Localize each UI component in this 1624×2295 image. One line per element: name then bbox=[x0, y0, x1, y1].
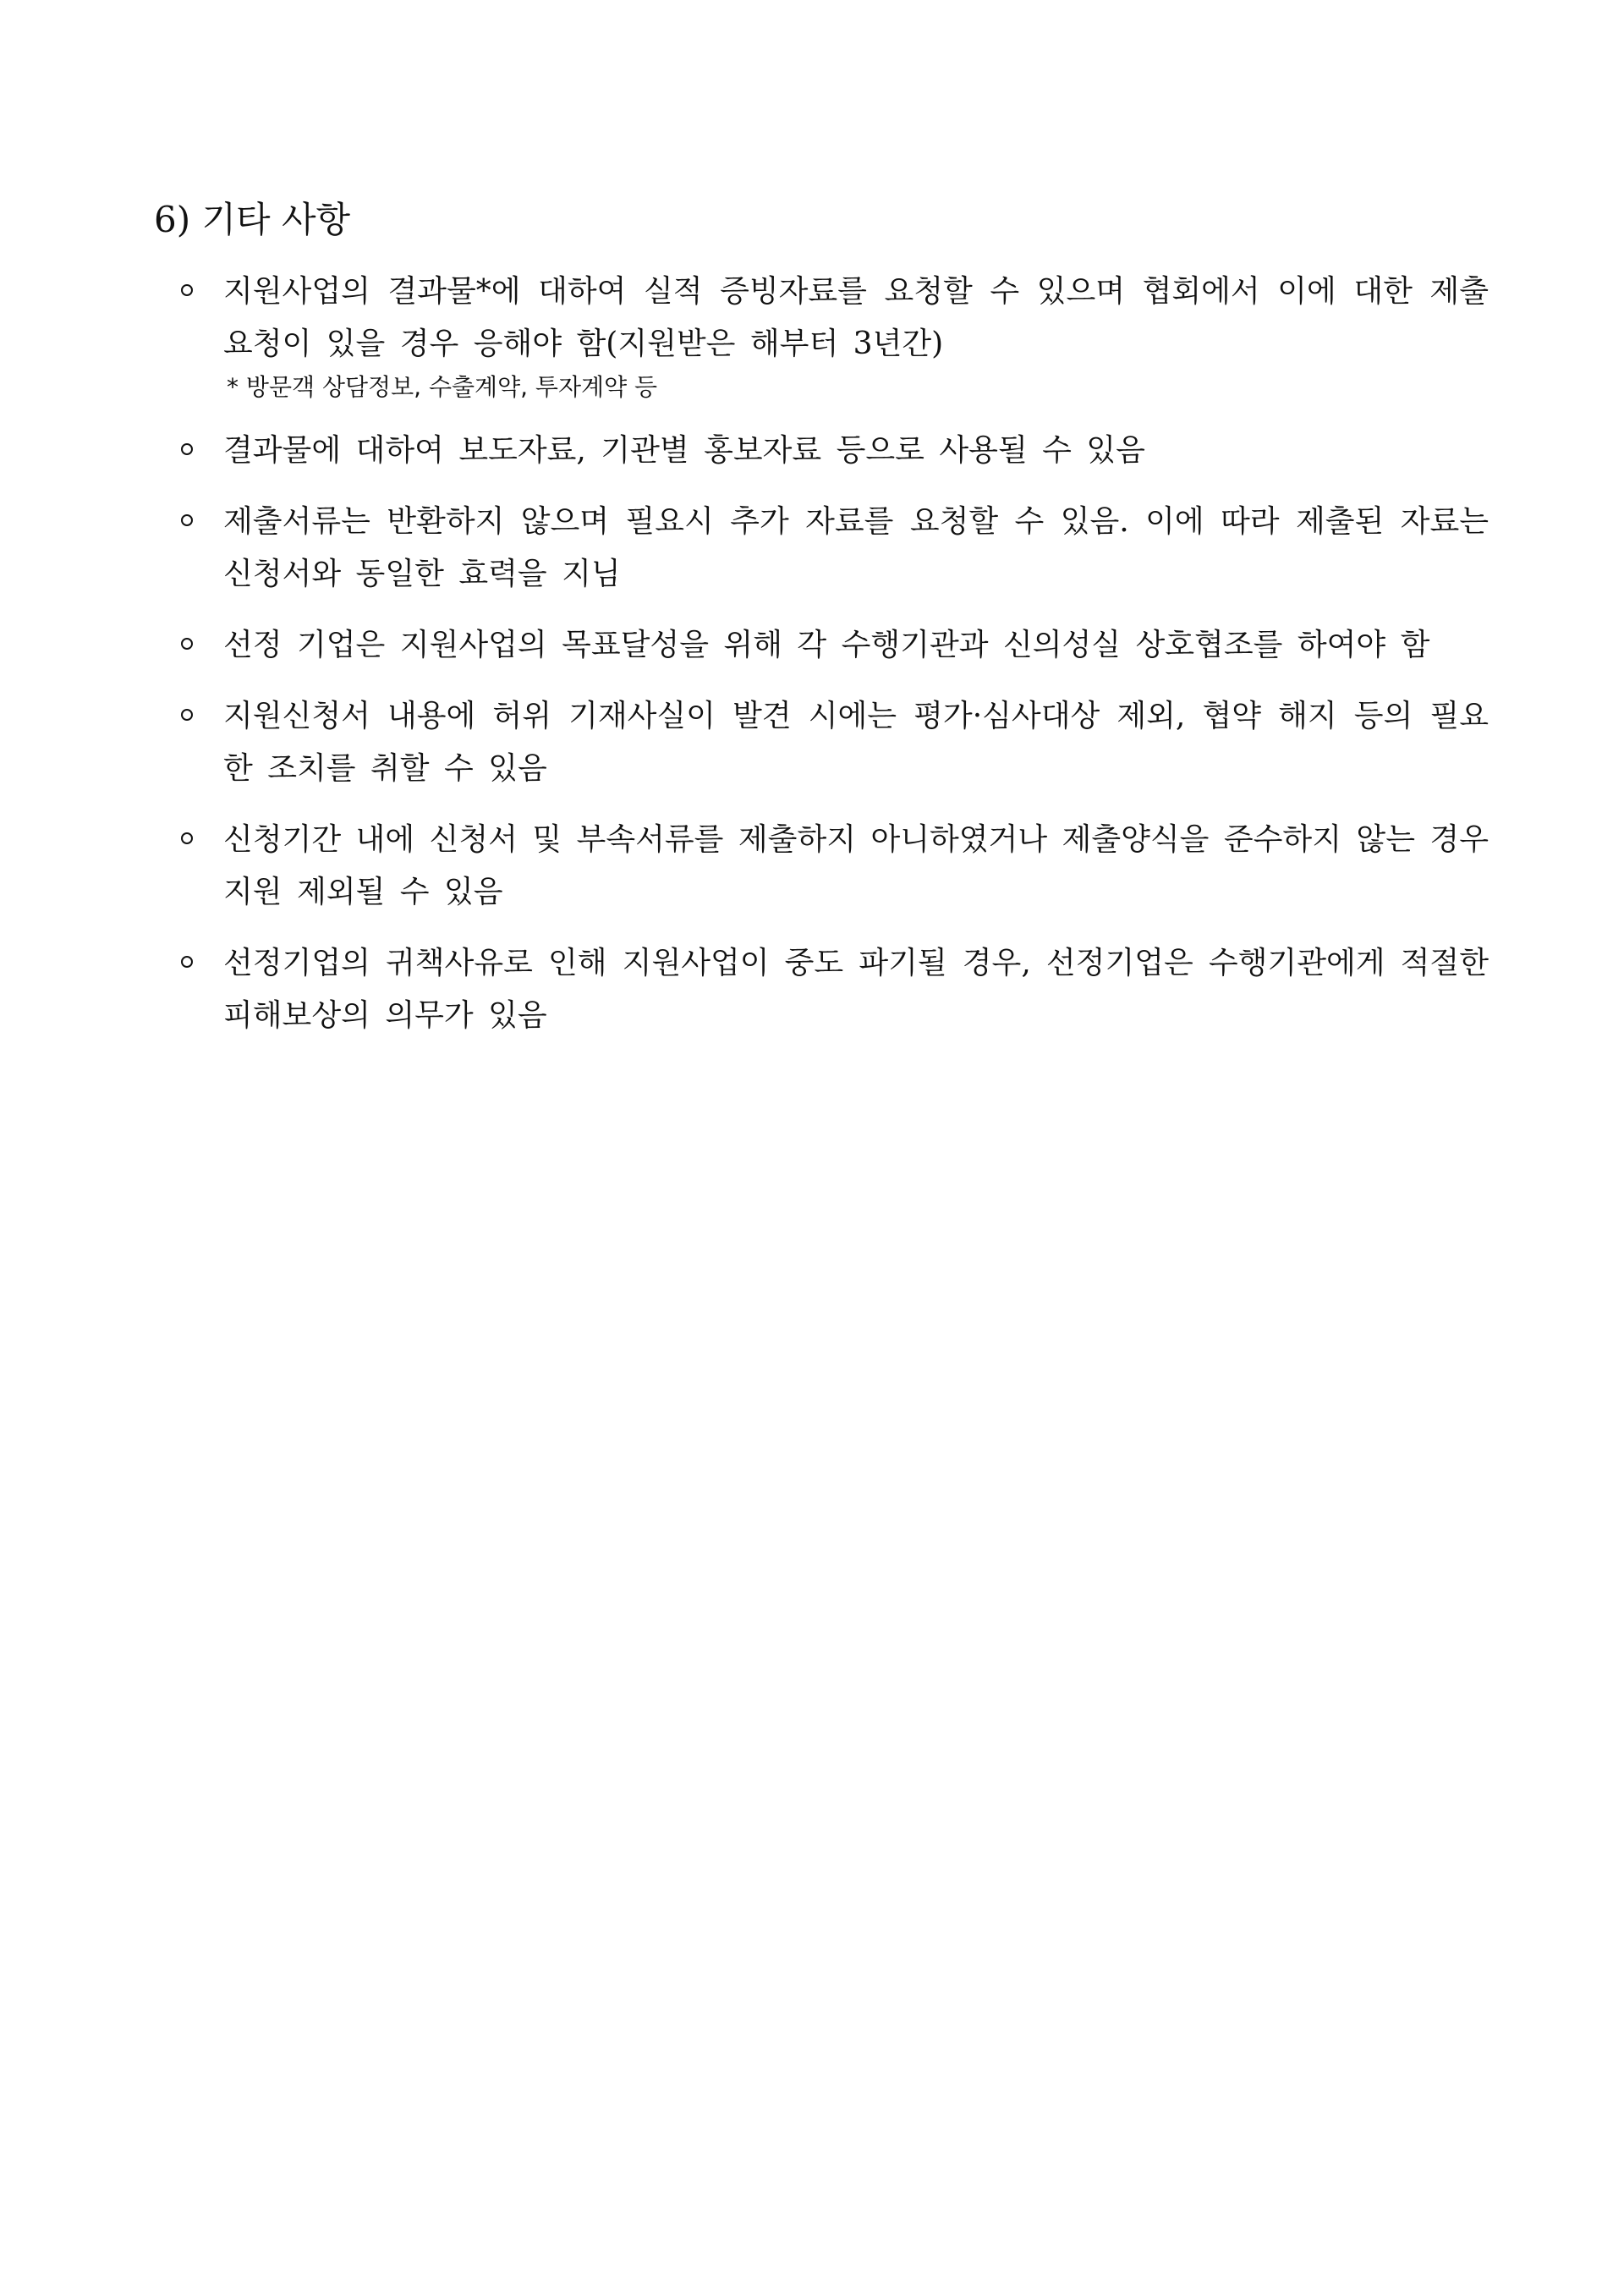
hollow-circle-bullet-icon bbox=[181, 832, 193, 844]
list-item bbox=[176, 814, 1489, 919]
list-item bbox=[176, 425, 1489, 477]
list-item-text: 제출서류는 반환하지 않으며 필요시 추가 자료를 요청할 수 있음. 이에 따라 제출된 자료는 신청서와 동일한 효력을 지님 bbox=[223, 504, 1489, 591]
list-item-text: 결과물에 대하여 보도자료, 기관별 홍보자료 등으로 사용될 수 있음 bbox=[223, 433, 1145, 468]
list-item bbox=[176, 266, 1489, 406]
list-item bbox=[176, 690, 1489, 795]
hollow-circle-bullet-icon bbox=[181, 443, 193, 455]
list-item-text: 지원신청서 내용에 허위 기재사실이 발견 시에는 평가·심사대상 제외, 협약 해지 등의 필요한 조치를 취할 수 있음 bbox=[223, 699, 1489, 786]
hollow-circle-bullet-icon bbox=[181, 514, 193, 526]
list-item bbox=[176, 619, 1489, 672]
list-item-text: 선정기업의 귀책사유로 인해 지원사업이 중도 파기될 경우, 선정기업은 수행기관에게 적절한 피해보상의 의무가 있음 bbox=[223, 946, 1489, 1033]
hollow-circle-bullet-icon bbox=[181, 284, 193, 296]
list-item-text: 지원사업의 결과물*에 대하여 실적 증빙자료를 요청할 수 있으며 협회에서 이에 대한 제출 요청이 있을 경우 응해야 함(지원받은 해부터 3년간) bbox=[223, 274, 1489, 361]
hollow-circle-bullet-icon bbox=[181, 956, 193, 968]
list-item-text: 선정 기업은 지원사업의 목표달성을 위해 각 수행기관과 신의성실 상호협조를 하여야 함 bbox=[223, 628, 1430, 662]
footnote-text: * 방문객 상담정보, 수출계약, 투자계약 등 bbox=[227, 373, 658, 401]
bullet-list bbox=[176, 266, 1489, 1061]
list-item-text: 신청기간 내에 신청서 및 부속서류를 제출하지 아니하였거나 제출양식을 준수하지 않는 경우 지원 제외될 수 있음 bbox=[223, 822, 1489, 909]
hollow-circle-bullet-icon bbox=[181, 638, 193, 650]
hollow-circle-bullet-icon bbox=[181, 709, 193, 721]
section-heading: 6) 기타 사항 bbox=[154, 199, 351, 240]
list-item bbox=[176, 937, 1489, 1042]
list-item bbox=[176, 496, 1489, 601]
